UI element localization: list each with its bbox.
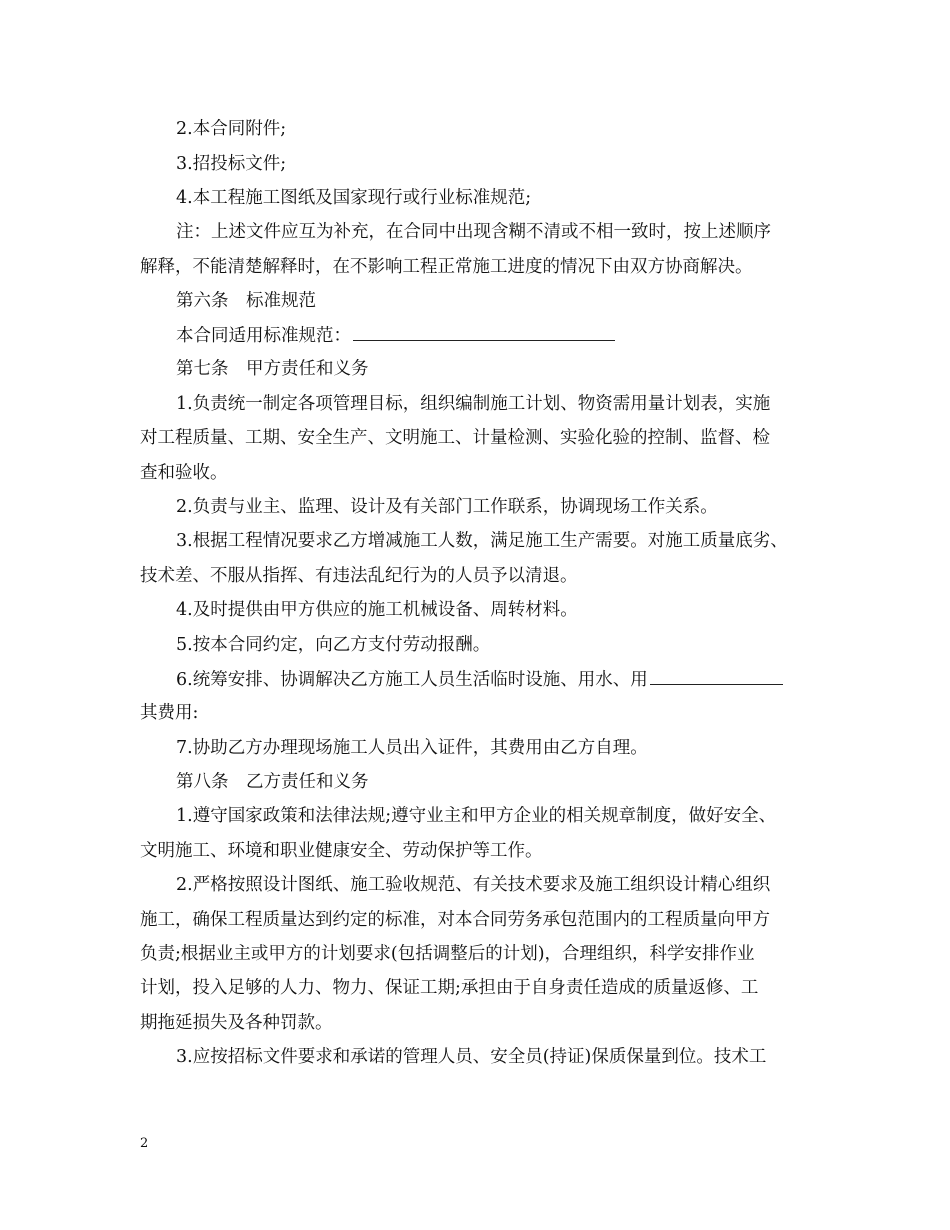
text-line: 4.本工程施工图纸及国家现行或行业标准规范;	[176, 188, 532, 208]
text-line: 1.负责统一制定各项管理目标，组织编制施工计划、物资需用量计划表，实施	[176, 394, 771, 414]
text-line: 解释，不能清楚解释时，在不影响工程正常施工进度的情况下由双方协商解决。	[140, 257, 753, 277]
text-fragment: 本合同适用标准规范：	[176, 326, 351, 346]
text-line: 注：上述文件应互为补充，在合同中出现含糊不清或不相一致时，按上述顺序	[176, 222, 771, 242]
text-line: 技术差、不服从指挥、有违法乱纪行为的人员予以清退。	[140, 566, 578, 586]
text-line: 4.及时提供由甲方供应的施工机械设备、周转材料。	[176, 600, 578, 620]
text-line: 2.严格按照设计图纸、施工验收规范、有关技术要求及施工组织设计精心组织	[176, 875, 771, 895]
article-heading: 第七条 甲方责任和义务	[176, 359, 369, 379]
fill-in-blank	[650, 668, 783, 685]
text-line: 施工，确保工程质量达到约定的标准，对本合同劳务承包范围内的工程质量向甲方	[140, 910, 770, 930]
fill-in-blank	[353, 324, 615, 341]
text-line: 计划，投入足够的人力、物力、保证工期;承担由于自身责任造成的质量返修、工	[140, 978, 759, 998]
article-heading: 第六条 标准规范	[176, 291, 316, 311]
text-line: 负责;根据业主或甲方的计划要求(包括调整后的计划)，合理组织，科学安排作业	[140, 944, 755, 964]
text-line: 1.遵守国家政策和法律法规;遵守业主和甲方企业的相关规章制度，做好安全、	[176, 806, 777, 826]
text-line: 查和验收。	[140, 463, 228, 483]
text-line: 文明施工、环境和职业健康安全、劳动保护等工作。	[140, 841, 543, 861]
text-line: 5.按本合同约定，向乙方支付劳动报酬。	[176, 635, 491, 655]
text-line: 7.协助乙方办理现场施工人员出入证件，其费用由乙方自理。	[176, 738, 648, 758]
article-heading: 第八条 乙方责任和义务	[176, 772, 369, 792]
text-line: 对工程质量、工期、安全生产、文明施工、计量检测、实验化验的控制、监督、检	[140, 428, 770, 448]
text-line: 2.负责与业主、监理、设计及有关部门工作联系，协调现场工作关系。	[176, 497, 718, 517]
text-line: 期拖延损失及各种罚款。	[140, 1013, 333, 1033]
text-line: 3.根据工程情况要求乙方增减施工人数，满足施工生产需要。对施工质量底劣、	[176, 531, 788, 551]
page-number: 2	[140, 1136, 149, 1151]
text-line: 其费用:	[140, 703, 199, 723]
text-line-with-blank	[176, 324, 615, 347]
text-line: 2.本合同附件;	[176, 119, 287, 139]
text-fragment: 6.统筹安排、协调解决乙方施工人员生活临时设施、用水、用	[176, 670, 648, 690]
text-line-with-blank	[176, 668, 783, 691]
text-line: 3.应按招标文件要求和承诺的管理人员、安全员(持证)保质保量到位。技术工	[176, 1047, 767, 1067]
text-line: 3.招投标文件;	[176, 154, 287, 174]
